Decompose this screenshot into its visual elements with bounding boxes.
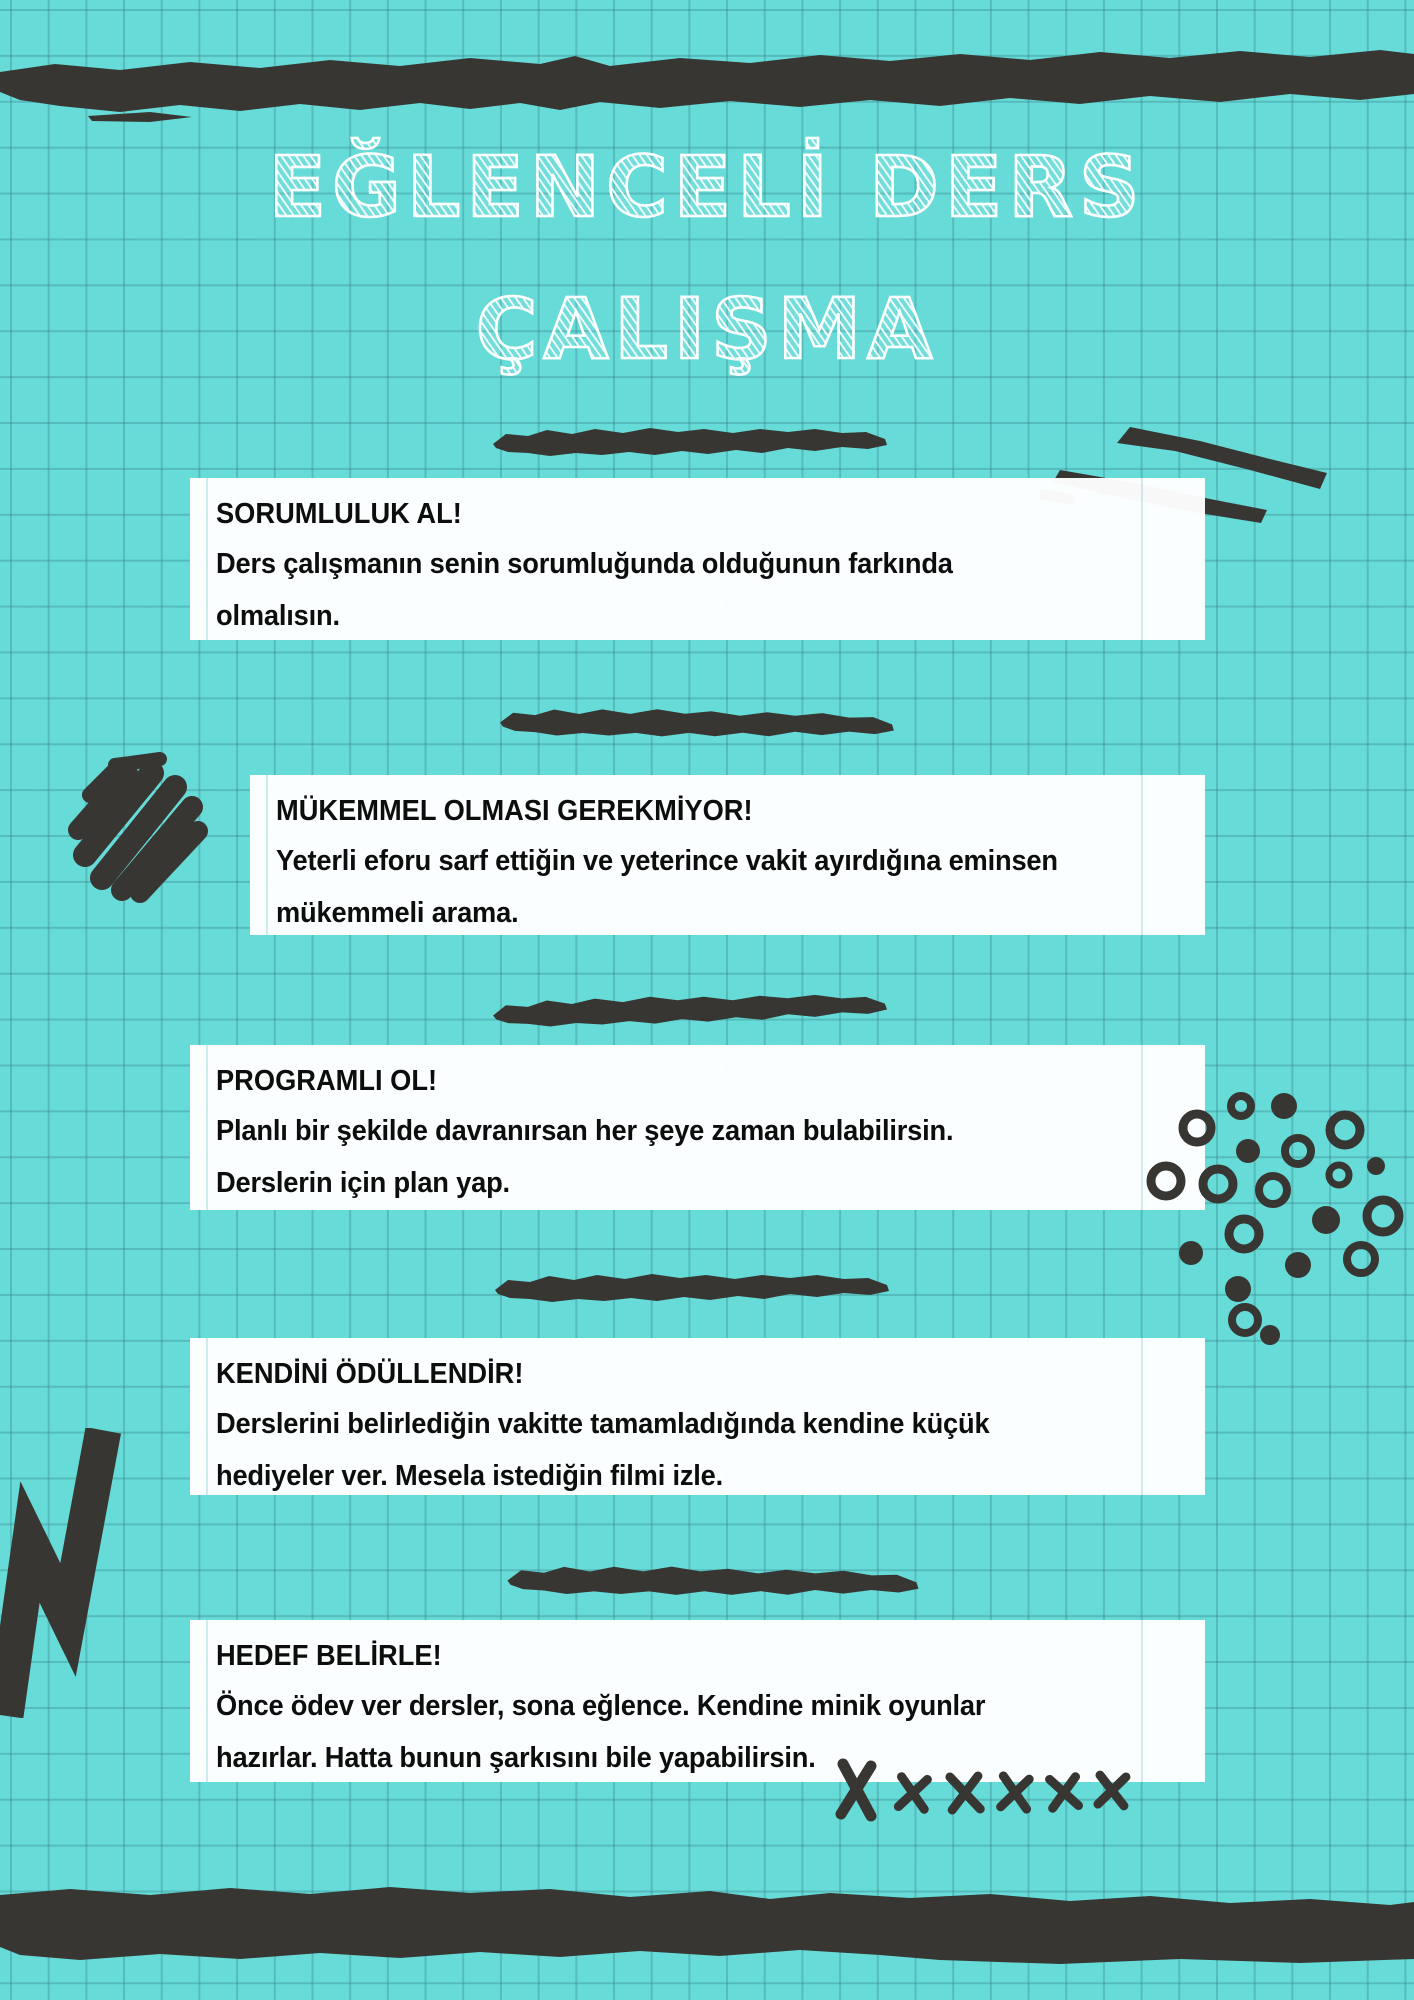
zigzag-stroke-icon [0, 1428, 130, 1718]
card-odullendir [190, 1338, 1205, 1495]
brush-divider-icon [492, 1265, 892, 1311]
brush-divider-icon [490, 984, 891, 1037]
card-body-line: Yeterli eforu sarf ettiğin ve yeterince vakit ayırdığına eminsen [276, 845, 1058, 877]
brush-divider-icon [497, 698, 898, 751]
card-text [216, 491, 1127, 642]
card-heading: MÜKEMMEL OLMASI GEREKMİYOR! [276, 795, 753, 827]
top-brush-banner-icon [0, 30, 1414, 125]
brush-divider-icon [498, 1554, 929, 1609]
card-body-line: mükemmeli arama. [276, 897, 519, 929]
card-body-line: olmalısın. [216, 600, 340, 632]
card-text [276, 788, 1130, 939]
brush-divider-icon [490, 419, 890, 465]
card-heading: SORUMLULUK AL! [216, 498, 462, 530]
bottom-brush-banner-icon [0, 1875, 1414, 1970]
card-body-line: Derslerin için plan yap. [216, 1167, 510, 1199]
dots-cluster-icon [1140, 1080, 1414, 1350]
x-marks-icon [815, 1752, 1145, 1832]
scribble-blob-icon [60, 735, 225, 910]
card-sorumluluk [190, 478, 1205, 640]
card-heading: PROGRAMLI OL! [216, 1065, 438, 1097]
card-body-line: hazırlar. Hatta bunun şarkısını bile yapabilirsin. [216, 1742, 816, 1774]
poster-title [0, 116, 1414, 400]
card-body-line: Derslerini belirlediğin vakitte tamamladığında kendine küçük [216, 1408, 990, 1440]
card-text [216, 1058, 1127, 1209]
card-heading: HEDEF BELİRLE! [216, 1640, 442, 1672]
card-heading: KENDİNİ ÖDÜLLENDİR! [216, 1358, 524, 1390]
card-programli [190, 1045, 1205, 1210]
poster-title-line1: EĞLENCELİ DERS [0, 116, 1414, 258]
card-body-line: Planlı bir şekilde davranırsan her şeye zaman bulabilirsin. [216, 1115, 954, 1147]
card-body-line: Ders çalışmanın senin sorumluğunda olduğunun farkında [216, 548, 953, 580]
poster-title-line2: ÇALIŞMA [0, 258, 1414, 400]
card-body-line: Önce ödev ver dersler, sona eğlence. Kendine minik oyunlar [216, 1690, 986, 1722]
card-text [216, 1351, 1127, 1502]
card-body-line: hediyeler ver. Mesela istediğin filmi izle. [216, 1460, 724, 1492]
card-mukemmel [250, 775, 1205, 935]
